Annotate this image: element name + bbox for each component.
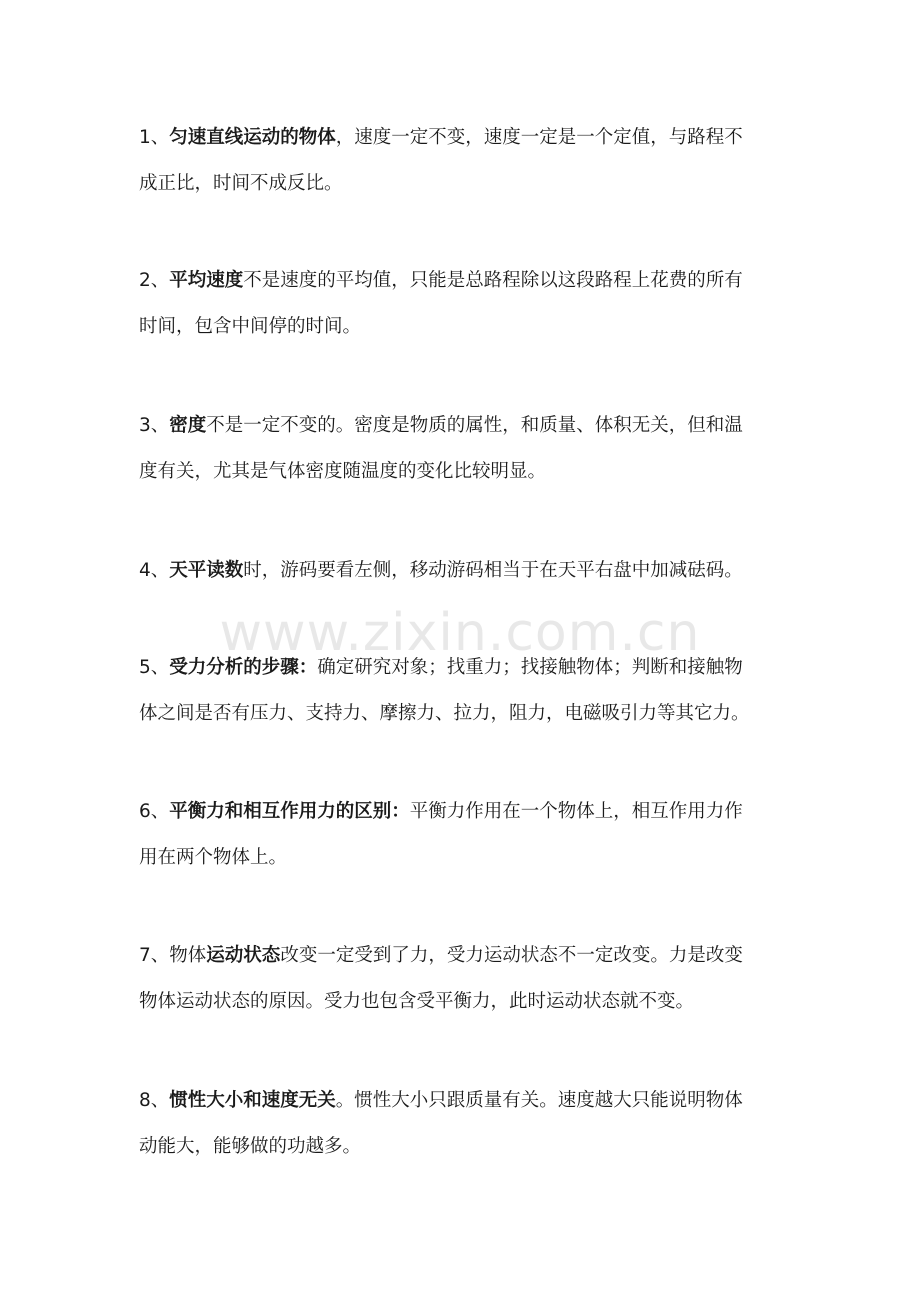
item-number: 4、: [139, 560, 170, 581]
paragraph-4: [139, 548, 789, 594]
paragraph-7: [139, 933, 789, 1025]
paragraph-3-line-2: 度有关，尤其是气体密度随温度的变化比较明显。: [139, 461, 547, 482]
item-number: 5、: [139, 657, 170, 678]
body-text: 不是速度的平均值，只能是总路程除以这段路程上花费的所有: [243, 270, 743, 291]
item-number: 3、: [139, 415, 170, 436]
bold-term: 受力分析的步骤：: [169, 657, 318, 678]
paragraph-5: [139, 645, 789, 737]
body-text: 改变一定受到了力，受力运动状态不一定改变。力是改变: [280, 945, 743, 966]
paragraph-5-line-1: [139, 645, 789, 691]
body-text: 。惯性大小只跟质量有关。速度越大只能说明物体: [335, 1090, 743, 1111]
paragraph-6-line-2: 用在两个物体上。: [139, 847, 288, 868]
paragraph-8-line-2: 动能大，能够做的功越多。: [139, 1136, 362, 1157]
body-text: ，速度一定不变，速度一定是一个定值，与路程不: [335, 127, 743, 148]
paragraph-2-line-2: 时间，包含中间停的时间。: [139, 316, 362, 337]
paragraph-3-line-1: [139, 403, 789, 449]
body-text: 确定研究对象；找重力；找接触物体；判断和接触物: [317, 657, 743, 678]
bold-term: 平衡力和相互作用力的区别：: [169, 801, 410, 822]
paragraph-2-line-1: [139, 258, 789, 304]
paragraph-7-line-1: [139, 933, 789, 979]
paragraph-1-line-1: [139, 115, 789, 161]
item-number: 7、: [139, 945, 170, 966]
paragraph-8-line-1: [139, 1078, 789, 1124]
bold-term: 运动状态: [206, 945, 281, 966]
bold-term: 惯性大小和速度无关: [169, 1090, 336, 1111]
bold-term: 平均速度: [169, 270, 244, 291]
paragraph-5-line-2: 体之间是否有压力、支持力、摩擦力、拉力，阻力，电磁吸引力等其它力。: [139, 703, 750, 724]
body-text: 平衡力作用在一个物体上，相互作用力作: [409, 801, 743, 822]
paragraph-8: [139, 1078, 789, 1170]
bold-term: 匀速直线运动的物体: [169, 127, 336, 148]
item-number: 8、: [139, 1090, 170, 1111]
body-text-prefix: 物体: [169, 945, 207, 966]
bold-term: 天平读数: [169, 560, 244, 581]
body-text: 不是一定不变的。密度是物质的属性，和质量、体积无关，但和温: [206, 415, 743, 436]
paragraph-6-line-1: [139, 789, 789, 835]
paragraph-4-line-1: [139, 548, 789, 594]
body-text: 时，游码要看左侧，移动游码相当于在天平右盘中加减砝码。: [243, 560, 743, 581]
item-number: 1、: [139, 127, 170, 148]
paragraph-6: [139, 789, 789, 881]
item-number: 6、: [139, 801, 170, 822]
bold-term: 密度: [169, 415, 207, 436]
paragraph-1-line-2: 成正比，时间不成反比。: [139, 173, 343, 194]
paragraph-7-line-2: 物体运动状态的原因。受力也包含受平衡力，此时运动状态就不变。: [139, 991, 695, 1012]
paragraph-1: [139, 115, 789, 207]
paragraph-3: [139, 403, 789, 495]
paragraph-2: [139, 258, 789, 350]
item-number: 2、: [139, 270, 170, 291]
watermark: www.zixin.com.cn: [219, 603, 701, 663]
